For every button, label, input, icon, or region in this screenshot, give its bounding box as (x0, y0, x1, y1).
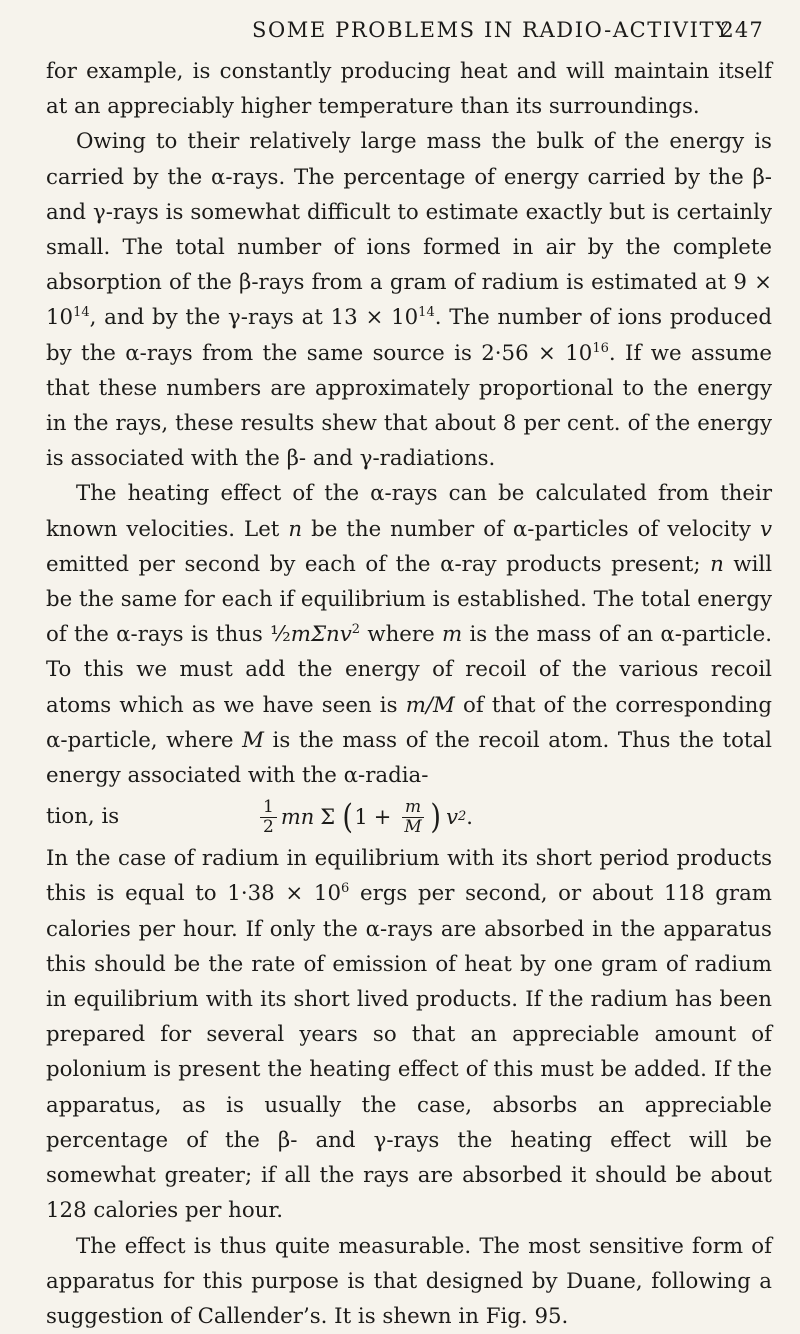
inline-expression: mΣnv (291, 622, 352, 647)
text-run: will be the same for each if equilibrium is established. The total energy of the α-rays is thus ½ (46, 552, 772, 647)
symbol-n: n (710, 552, 724, 577)
paragraph-2 (46, 124, 772, 476)
text-run: of that of the corresponding α-particle, where (46, 693, 772, 753)
sigma-symbol: Σ (320, 800, 335, 835)
text-run: , and by the γ-rays at 13 × 10 (90, 305, 419, 330)
symbol-mn: mn (281, 800, 314, 835)
text-run: The effect is thus quite measurable. The most sensitive form of apparatus for this purpose is that designed by Duane, following a suggestion of Callender’s. It is shewn in Fig. 95. (46, 1234, 772, 1329)
text-run: The heating effect of the α-rays can be calculated from their known velocities. Let (46, 481, 772, 541)
paragraph-4 (46, 841, 772, 1228)
text-run: be the number of α-particles of velocity (302, 517, 760, 542)
paragraph-5 (46, 1229, 772, 1334)
page-number: 247 (720, 18, 764, 42)
fraction-denominator: M (401, 818, 424, 837)
symbol-m: m (442, 622, 462, 647)
fraction-half (260, 798, 277, 837)
energy-equation: $\frac{1}{2}$ mn Σ ( 1 + $\frac{m}{M}$ ) v 2 . (256, 793, 473, 841)
symbol-v: v (760, 517, 772, 542)
text-run: . The number of ions produced by the α-rays from the same source is 2·56 × 10 (46, 305, 772, 365)
exponent: 14 (418, 305, 435, 320)
text-run: emitted per second by each of the α-ray products present; (46, 552, 710, 577)
left-paren: ( (342, 800, 353, 834)
equation-line (46, 793, 772, 841)
exponent: 2 (352, 622, 360, 637)
right-paren: ) (430, 800, 441, 834)
equation-period: . (466, 800, 473, 835)
paragraph-1-text: for example, is constantly producing heat and will maintain itself at an appreciably higher temperature than its surroundings. (46, 59, 772, 119)
text-run: Owing to their relatively large mass the bulk of the energy is carried by the α-rays. The percentage of energy carried by the β- and γ-rays is somewhat difficult to estimate exactly but is certainly small. The total number of ions formed in air by the complete absorption of the β-rays from a gram of radium is estimated at 9 × 10 (46, 129, 772, 330)
symbol-ratio: m/M (406, 693, 455, 718)
running-head (46, 12, 772, 46)
text-run: . If we assume that these numbers are approximately proportional to the energy in the rays, these results shew that about 8 per cent. of the energy is associated with the β- and γ-radiations. (46, 341, 772, 472)
fraction-numerator: m (402, 798, 424, 818)
text-run: where (360, 622, 442, 647)
paragraph-1 (46, 54, 772, 124)
plus-sign: + (374, 800, 392, 835)
text-run: In the case of radium in equilibrium with its short period products this is equal to 1·38 × 10 (46, 846, 772, 906)
body-text (46, 54, 772, 1334)
symbol-one: 1 (354, 800, 367, 835)
exponent: 14 (73, 305, 90, 320)
symbol-v: v (446, 800, 458, 835)
fraction-m-over-M (401, 798, 424, 837)
fraction-numerator: 1 (260, 798, 277, 818)
running-head-title: SOME PROBLEMS IN RADIO-ACTIVITY (252, 18, 731, 42)
symbol-n: n (288, 517, 302, 542)
exponent: 6 (341, 881, 349, 896)
exponent: 16 (592, 341, 609, 356)
fraction-denominator: 2 (260, 818, 277, 837)
symbol-M: M (242, 728, 264, 753)
text-run: ergs per second, or about 118 gram calories per hour. If only the α-rays are absorbed in the apparatus this should be the rate of emission of heat by one gram of radium in equilibrium with its short lived products. If the radium has been prepared for several years so that an appreciable amount of polonium is present the heating effect of this must be added. If the apparatus, as is usually the case, absorbs an appreciable percentage of the β- and γ-rays the heating effect will be somewhat greater; if all the rays are absorbed it should be about 128 calories per hour. (46, 881, 772, 1223)
text-run: is the mass of the recoil atom. Thus the total energy associated with the α-radia- (46, 728, 772, 788)
paragraph-3 (46, 476, 772, 793)
equation-lead-text: tion, is (46, 799, 119, 834)
text-run: is the mass of an α-particle. To this we must add the energy of recoil of the various recoil atoms which as we have seen is (46, 622, 772, 717)
